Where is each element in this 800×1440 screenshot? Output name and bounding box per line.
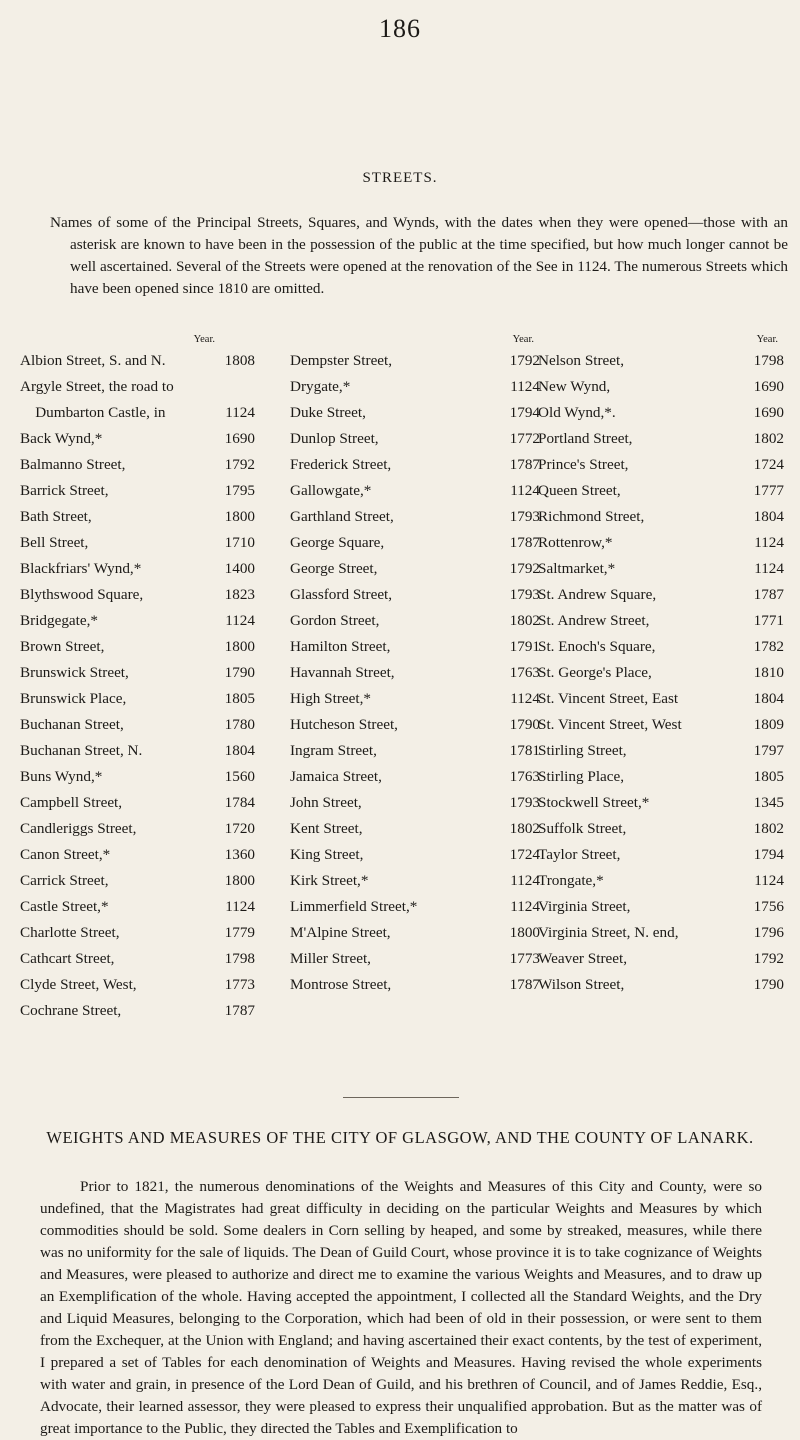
street-name: Castle Street,* [20,898,109,915]
street-row [538,504,784,530]
section-divider [343,1097,459,1098]
street-row [290,894,540,920]
street-name: Kent Street, [290,820,363,837]
street-year: 1773 [509,950,540,967]
street-year: 1720 [224,820,255,837]
street-year: 1796 [753,924,784,941]
street-row [538,478,784,504]
street-year: 1809 [753,716,784,733]
street-name: Garthland Street, [290,508,394,525]
street-row [290,712,540,738]
street-row [538,660,784,686]
street-name: High Street,* [290,690,371,707]
street-name: Duke Street, [290,404,366,421]
body-paragraph: Prior to 1821, the numerous denominations of the Weights and Measures of this City and County, were so undefined, that the Magistrates had great difficulty in deciding on the particular Weights and Measures by which commodities should be sold. Some dealers in Corn selling by heaped, and some by streaked, measures, while there was no uniformity for the sale of liquids. The Dean of Guild Court, whose province it is to take cognizance of Weights and Measures, were pleased to authorize and direct me to examine the various Weights and Measures, and to draw up an Exemplification of the whole. Having accepted the appointment, I collected all the Standard Weights, and the Dry and Liquid Measures, belonging to the Corporation, which had been of old in their possession, or were sent to them from the Exchequer, at the Union with England; and having ascertained their exact contents, by the test of experiment, I prepared a set of Tables for each denomination of Weights and Measures. Having revised the whole experiments with water and grain, in presence of the Lord Dean of Guild, and his brethren of Council, and of James Reddie, Esq., Advocate, their learned assessor, they were pleased to express their unqualified approbation. But as the matter was of great importance to the Public, they directed the Tables and Exemplification to [40,1178,762,1437]
street-name: Gordon Street, [290,612,380,629]
street-row [290,400,540,426]
street-row [20,348,265,374]
street-row [20,972,265,998]
street-year: 1792 [509,560,540,577]
street-name: Argyle Street, the road to [20,378,174,395]
street-name: Candleriggs Street, [20,820,137,837]
street-name: Glassford Street, [290,586,393,603]
street-row [290,738,540,764]
street-name: Campbell Street, [20,794,123,811]
street-name: Back Wynd,* [20,430,103,447]
street-name: Blythswood Square, [20,586,144,603]
street-row [538,894,784,920]
street-year: 1787 [753,586,784,603]
street-year: 1710 [224,534,255,551]
street-row [290,868,540,894]
street-name: Prince's Street, [538,456,629,473]
street-row [20,530,265,556]
street-name: John Street, [290,794,362,811]
street-year: 1808 [224,352,255,369]
year-header: Year. [193,334,215,345]
street-year: 1690 [753,378,784,395]
street-year: 1780 [224,716,255,733]
street-year: 1782 [753,638,784,655]
street-row [20,946,265,972]
street-year: 1798 [224,950,255,967]
street-year: 1787 [224,1002,255,1019]
street-name: Bell Street, [20,534,89,551]
street-name: Kirk Street,* [290,872,369,889]
street-row [20,426,265,452]
street-name: Buchanan Street, [20,716,124,733]
street-row [20,400,265,426]
street-year: 1804 [753,690,784,707]
street-year: 1805 [753,768,784,785]
street-row [538,556,784,582]
street-year: 1124 [225,898,255,915]
section-heading: WEIGHTS AND MEASURES OF THE CITY OF GLASGOW, AND THE COUNTY OF LANARK. [46,1128,754,1147]
street-year: 1784 [224,794,255,811]
street-name: Bath Street, [20,508,92,525]
street-name: Brown Street, [20,638,105,655]
street-row [538,972,784,998]
street-row [538,608,784,634]
street-row [290,374,540,400]
street-name: Weaver Street, [538,950,628,967]
street-row [538,400,784,426]
street-row [20,842,265,868]
street-row [538,946,784,972]
street-name: Queen Street, [538,482,621,499]
street-name: Barrick Street, [20,482,109,499]
intro-paragraph: Names of some of the Principal Streets, Squares, and Wynds, with the dates when they were opened—those with an asterisk are known to have been in the possession of the public at the time specified, but how much longer cannot be well ascertained. Several of the Streets were opened at the renovation of the See in 1124. The numerous Streets which have been opened since 1810 are omitted. [50,214,788,297]
street-year: 1791 [509,638,540,655]
street-name: Richmond Street, [538,508,645,525]
street-year: 1771 [753,612,784,629]
street-year: 1779 [224,924,255,941]
street-year: 1124 [754,872,784,889]
street-row [20,738,265,764]
street-year: 1124 [510,898,540,915]
street-name: Suffolk Street, [538,820,627,837]
street-year: 1400 [224,560,255,577]
street-year: 1810 [753,664,784,681]
street-year: 1724 [753,456,784,473]
street-name: Miller Street, [290,950,371,967]
street-name: Balmanno Street, [20,456,126,473]
street-year: 1790 [509,716,540,733]
street-name: Canon Street,* [20,846,111,863]
street-year: 1124 [510,690,540,707]
street-row [290,348,540,374]
street-year: 1773 [224,976,255,993]
street-row [538,790,784,816]
street-name: Ingram Street, [290,742,377,759]
street-row [20,374,265,400]
street-name: Brunswick Street, [20,664,129,681]
street-name: St. Andrew Square, [538,586,657,603]
street-row [290,504,540,530]
street-year: 1802 [753,820,784,837]
street-row [538,712,784,738]
street-year: 1124 [225,612,255,629]
street-row [538,530,784,556]
street-row [20,920,265,946]
street-row [290,920,540,946]
street-row [20,816,265,842]
street-name: Nelson Street, [538,352,625,369]
street-name: Gallowgate,* [290,482,372,499]
street-name: Stirling Place, [538,768,625,785]
street-year: 1790 [224,664,255,681]
street-row [538,816,784,842]
street-year: 1805 [224,690,255,707]
street-row [290,426,540,452]
street-name: St. Enoch's Square, [538,638,656,655]
street-row [20,868,265,894]
street-year: 1795 [224,482,255,499]
street-year: 1792 [753,950,784,967]
street-year: 1724 [509,846,540,863]
street-row [290,452,540,478]
street-year: 1777 [753,482,784,499]
street-name: Portland Street, [538,430,633,447]
street-name: Carrick Street, [20,872,109,889]
street-year: 1802 [509,612,540,629]
street-name: Taylor Street, [538,846,621,863]
street-row [20,634,265,660]
street-year: 1360 [224,846,255,863]
street-row [290,660,540,686]
street-name: Hamilton Street, [290,638,391,655]
street-year: 1124 [754,534,784,551]
street-year: 1345 [753,794,784,811]
street-year: 1124 [510,482,540,499]
street-row [538,582,784,608]
street-year: 1690 [224,430,255,447]
street-year: 1763 [509,664,540,681]
street-row [290,530,540,556]
street-name: Frederick Street, [290,456,392,473]
street-name: Blackfriars' Wynd,* [20,560,142,577]
street-row [20,894,265,920]
street-name: Hutcheson Street, [290,716,398,733]
street-name: Rottenrow,* [538,534,613,551]
street-row [538,426,784,452]
street-name: Brunswick Place, [20,690,127,707]
street-name: Virginia Street, [538,898,631,915]
street-name: Havannah Street, [290,664,395,681]
street-year: 1690 [753,404,784,421]
street-row [290,478,540,504]
street-row [20,556,265,582]
street-row [290,582,540,608]
street-year: 1792 [224,456,255,473]
street-column-3 [538,334,784,998]
street-column-1 [20,334,265,1024]
street-row [20,686,265,712]
street-name: Cathcart Street, [20,950,115,967]
street-row [20,660,265,686]
street-year: 1772 [509,430,540,447]
street-row [538,374,784,400]
street-name: Trongate,* [538,872,604,889]
street-year: 1787 [509,534,540,551]
street-row [290,946,540,972]
street-year: 1800 [224,508,255,525]
street-row [290,556,540,582]
year-header: Year. [756,334,778,345]
street-year: 1756 [753,898,784,915]
street-name: Charlotte Street, [20,924,120,941]
street-year: 1823 [224,586,255,603]
street-year: 1797 [753,742,784,759]
street-year: 1124 [225,404,255,421]
street-name: Albion Street, S. and N. [20,352,166,369]
street-name: King Street, [290,846,364,863]
street-name: New Wynd, [538,378,611,395]
street-row [20,608,265,634]
street-year: 1798 [753,352,784,369]
street-row [538,868,784,894]
street-year: 1781 [509,742,540,759]
street-row [538,738,784,764]
street-year: 1793 [509,586,540,603]
street-year: 1794 [753,846,784,863]
street-year: 1763 [509,768,540,785]
street-year: 1787 [509,456,540,473]
street-name: Dunlop Street, [290,430,379,447]
street-year: 1124 [754,560,784,577]
street-year: 1124 [510,378,540,395]
street-row [538,920,784,946]
street-name: Stockwell Street,* [538,794,650,811]
street-row [538,348,784,374]
street-year: 1800 [224,638,255,655]
street-year: 1802 [753,430,784,447]
street-row [290,634,540,660]
street-row [290,972,540,998]
street-year: 1804 [224,742,255,759]
street-row [20,790,265,816]
street-name: M'Alpine Street, [290,924,391,941]
street-row [290,842,540,868]
street-row [538,764,784,790]
street-year: 1800 [224,872,255,889]
street-row [290,816,540,842]
street-row [20,452,265,478]
street-row [538,686,784,712]
street-name: Virginia Street, N. end, [538,924,679,941]
street-name: Cochrane Street, [20,1002,122,1019]
street-name: Buchanan Street, N. [20,742,143,759]
street-row [290,608,540,634]
street-name: Drygate,* [290,378,351,395]
year-header: Year. [512,334,534,345]
street-name: St. Vincent Street, West [538,716,682,733]
street-year: 1802 [509,820,540,837]
street-name: Buns Wynd,* [20,768,103,785]
street-name: Montrose Street, [290,976,392,993]
street-name: Wilson Street, [538,976,625,993]
street-row [290,686,540,712]
street-row [20,478,265,504]
street-row [538,842,784,868]
street-name: Bridgegate,* [20,612,99,629]
section-title: STREETS. [362,170,438,186]
street-year: 1787 [509,976,540,993]
street-name: George Square, [290,534,385,551]
street-year: 1792 [509,352,540,369]
street-year: 1124 [510,872,540,889]
street-name: St. Andrew Street, [538,612,650,629]
street-year: 1793 [509,794,540,811]
street-column-2 [290,334,540,998]
street-year: 1794 [509,404,540,421]
street-row [20,764,265,790]
street-year: 1804 [753,508,784,525]
street-year: 1793 [509,508,540,525]
street-year: 1790 [753,976,784,993]
street-year: 1560 [224,768,255,785]
street-name: Dumbarton Castle, in [20,404,166,421]
street-row [290,790,540,816]
street-name: Clyde Street, West, [20,976,137,993]
street-name: St. George's Place, [538,664,652,681]
street-row [290,764,540,790]
street-row [20,504,265,530]
street-name: St. Vincent Street, East [538,690,679,707]
street-name: George Street, [290,560,378,577]
street-year: 1800 [509,924,540,941]
street-name: Dempster Street, [290,352,393,369]
street-name: Limmerfield Street,* [290,898,418,915]
page-number: 186 [379,14,421,43]
street-name: Jamaica Street, [290,768,382,785]
street-row [538,452,784,478]
street-year [211,374,255,400]
street-row [538,634,784,660]
street-name: Old Wynd,*. [538,404,616,421]
street-name: Saltmarket,* [538,560,616,577]
street-row [20,712,265,738]
street-row [20,998,265,1024]
street-row [20,582,265,608]
street-name: Stirling Street, [538,742,627,759]
